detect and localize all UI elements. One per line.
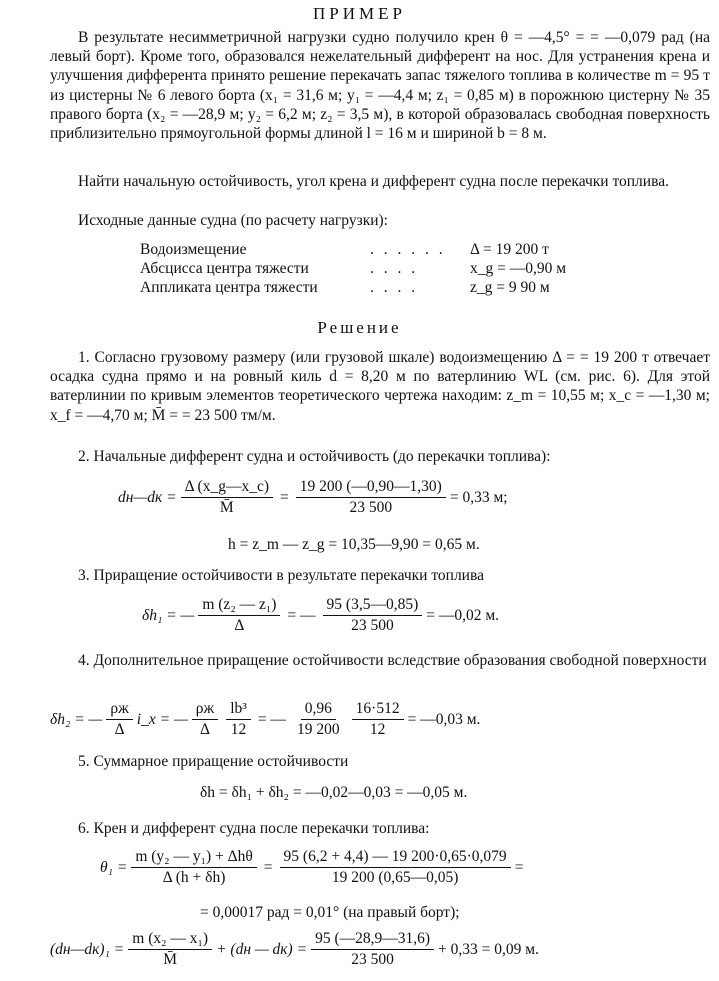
- fraction: [181, 478, 273, 517]
- denominator: 19 200 (0,65—0,05): [331, 869, 459, 886]
- formula-middle: + (dн — dк) =: [216, 940, 308, 958]
- step-5: 5. Суммарное приращение остойчивости: [78, 753, 349, 770]
- fraction: [293, 700, 344, 739]
- formula-lhs: dн—dк =: [118, 488, 177, 506]
- step-1: 1. Согласно грузовому размеру (или грузовой шкале) водоизмещению Δ = = 19 200 т отвечает осадка судна прямо и на ровный киль d = 8,20 м по ватерлинию WL (см. рис. 6). Для этой ватерлинии по кривым элементов теоретического чертежа находим: z_m = 10,55 м; x_c = —1,30 м; x_f = —4,70 м; M̄ = = 23 500 тм/м.: [50, 349, 710, 424]
- row-label: Аппликата центра тяжести: [140, 279, 318, 296]
- table-row: [140, 240, 600, 259]
- formula-result: = —0,03 м.: [407, 710, 481, 728]
- numerator: m (x₂ — x₁): [128, 930, 212, 950]
- row-dots: . . . .: [370, 279, 419, 296]
- fraction: [226, 700, 251, 739]
- denominator: 12: [230, 721, 247, 738]
- row-dots: . . . . . .: [370, 241, 446, 258]
- numerator: m (z₂ — z₁): [198, 596, 280, 616]
- fraction: [198, 596, 280, 635]
- formula-delta-h1: [142, 596, 499, 635]
- denominator: 12: [369, 721, 386, 738]
- step-4: 4. Дополнительное приращение остойчивости вследствие образования свободной поверхности: [78, 652, 707, 669]
- row-label: Абсцисса центра тяжести: [140, 260, 309, 277]
- source-data-table: [140, 240, 600, 297]
- intro-paragraph: В результате несимметричной нагрузки судно получило крен θ = —4,5° = = —0,079 рад (на левый борт). Кроме того, образовался нежелательный дифферент на нос. Для устранения крена и улучшения дифферента принято решение перекачать запас тяжелого топлива в количестве m = 95 т из цистерны № 6 левого борта (x₁ = 31,6 м; y₁ = —4,4 м; z₁ = 0,85 м) в порожнюю цистерну № 35 правого борта (x₂ = —28,9 м; y₂ = 6,2 м; z₂ = 3,5 м), в которой образовалась свободная поверхность приблизительно прямоугольной формы длиной l = 16 м и шириной b = 8 м.: [50, 29, 710, 143]
- fraction: [128, 930, 212, 969]
- numerator: ρж: [106, 700, 132, 720]
- equals-sign: =: [263, 858, 273, 876]
- fraction: [352, 700, 404, 739]
- formula-trim-initial: [118, 478, 508, 517]
- fraction: [131, 848, 256, 887]
- fraction: [296, 478, 446, 517]
- table-row: [140, 259, 600, 278]
- row-value: Δ = 19 200 т: [470, 241, 549, 258]
- denominator: Δ: [114, 721, 125, 738]
- formula-heel: [100, 848, 523, 887]
- denominator: M̄: [163, 951, 178, 968]
- numerator: m (y₂ — y₁) + Δhθ: [131, 848, 256, 868]
- fraction: [323, 596, 423, 635]
- numerator: ρж: [192, 700, 218, 720]
- numerator: 95 (3,5—0,85): [323, 596, 423, 616]
- numerator: Δ (x_g—x_c): [181, 478, 273, 498]
- example-title: ПРИМЕР: [313, 4, 406, 23]
- table-row: [140, 278, 600, 297]
- row-value: z_g = 9 90 м: [470, 279, 550, 296]
- denominator: Δ: [199, 721, 210, 738]
- formula-trim-after: [50, 930, 539, 969]
- formula-result: =: [514, 858, 524, 876]
- numerator: 19 200 (—0,90—1,30): [296, 478, 446, 498]
- formula-stability-initial: h = z_m — z_g = 10,35—9,90 = 0,65 м.: [228, 536, 480, 553]
- solution-title: Решение: [317, 318, 402, 337]
- task-paragraph: Найти начальную остойчивость, угол крена и дифферент судна после перекачки топлива.: [78, 173, 669, 190]
- row-label: Водоизмещение: [140, 241, 247, 258]
- numerator: 16·512: [352, 700, 404, 720]
- step-6: 6. Крен и дифферент судна после перекачки топлива:: [78, 820, 430, 837]
- formula-result: + 0,33 = 0,09 м.: [438, 940, 539, 958]
- step-2: 2. Начальные дифферент судна и остойчивость (до перекачки топлива):: [78, 448, 551, 465]
- fraction: [106, 700, 132, 739]
- formula-total-delta-h: δh = δh₁ + δh₂ = —0,02—0,03 = —0,05 м.: [200, 784, 468, 801]
- equals-sign: =: [280, 488, 289, 506]
- formula-result: = —0,02 м.: [426, 606, 500, 624]
- formula-lhs: θ₁ =: [100, 858, 128, 876]
- numerator: lb³: [226, 700, 251, 720]
- fraction: [192, 700, 218, 739]
- row-dots: . . . .: [370, 260, 419, 277]
- denominator: 23 500: [351, 617, 394, 634]
- denominator: 19 200: [297, 721, 340, 738]
- formula-lhs: δh₁ = —: [142, 606, 195, 624]
- fraction: [280, 848, 511, 887]
- denominator: 23 500: [349, 499, 393, 516]
- formula-middle: i_x = —: [136, 710, 188, 728]
- formula-result: = 0,33 м;: [449, 488, 508, 506]
- fraction: [311, 930, 434, 969]
- source-data-heading: Исходные данные судна (по расчету нагрузки):: [78, 212, 388, 229]
- denominator: M̄: [219, 499, 234, 516]
- numerator: 95 (6,2 + 4,4) — 19 200·0,65·0,079: [280, 848, 511, 868]
- denominator: Δ (h + δh): [162, 869, 226, 886]
- numerator: 95 (—28,9—31,6): [311, 930, 434, 950]
- numerator: 0,96: [301, 700, 336, 720]
- formula-lhs: δh₂ = —: [50, 710, 103, 728]
- denominator: Δ: [234, 617, 245, 634]
- formula-lhs: (dн—dк)₁ =: [50, 940, 125, 958]
- row-value: x_g = —0,90 м: [470, 260, 567, 277]
- equals-sign: = —: [257, 710, 287, 728]
- step-3: 3. Приращение остойчивости в результате перекачки топлива: [78, 567, 484, 584]
- equals-sign: = —: [287, 606, 316, 624]
- formula-delta-h2: [50, 700, 480, 739]
- formula-heel-result: = 0,00017 рад = 0,01° (на правый борт);: [200, 904, 460, 921]
- denominator: 23 500: [351, 951, 394, 968]
